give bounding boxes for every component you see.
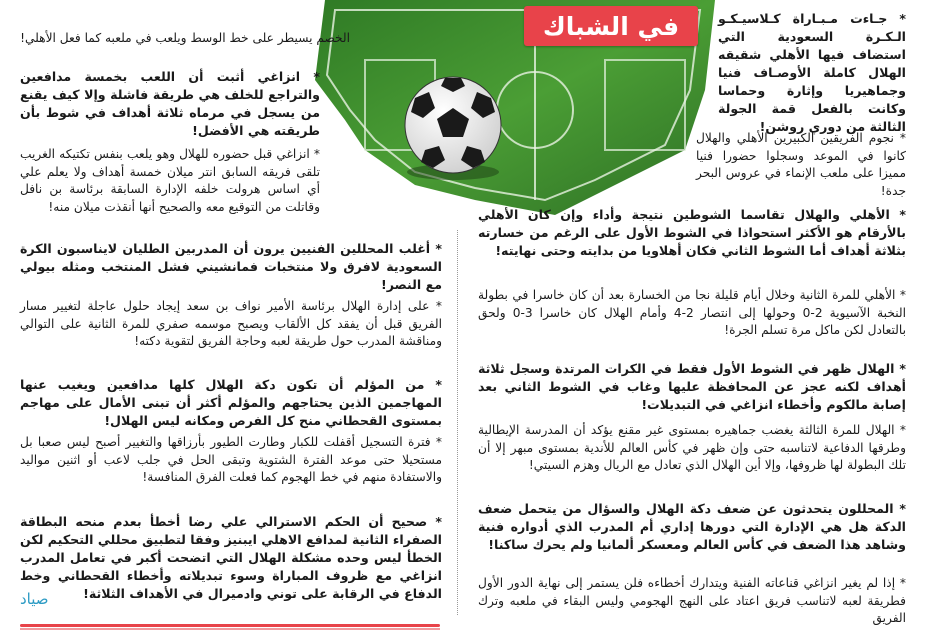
right-paragraph-7: * المحللون يتحدثون عن ضعف دكة الهلال والسؤال من يتحمل ضعف الدكة هل هي الإدارة التي دورها إداري أم المدرب الذي أدواره فنية وشاهد هذا الضعف في كأس العالم ومعسكر ألمانيا ولم يحرك ساكنا!	[478, 501, 906, 552]
left-paragraph-5: * على إدارة الهلال برئاسة الأمير نواف بن سعد إيجاد حلول عاجلة لتغيير مسار الفريق قبل أن يفقد كل الألقاب ويصبح موسمه صفري للمرة الثانية على التوالي ومناقشة المدرب حول طريقة لعبه وحاجة الفريق لتقوية دكته!	[20, 299, 442, 348]
left-paragraph-2: * انزاغي أثبت أن اللعب بخمسة مدافعين والتراجع للخلف هي طريقة فاشلة وإلا كيف يقنع من يسجل في مرماه ثلاثة أهداف في شوط بأن طريقته هي الأفضل!	[20, 69, 320, 138]
right-paragraph-3: * الأهلي والهلال تقاسما الشوطين نتيجة وأداء وإن كان الأهلي بالأرقام هو الأكثر استحواذا في الشوط الأول على الرغم من خسارته بثلاثة أهداف أما الشوط الثاني فكان أهلاويا من بدايته وحتى نهايته!	[478, 207, 906, 258]
right-paragraph-5: * الهلال ظهر في الشوط الأول فقط في الكرات المرتدة وسجل ثلاثة أهداف لكنه عجز عن المحافظة عليها وغاب في الشوط الثاني بعد إصابة مالكوم وأخطاء انزاغي في التبديلات!	[478, 361, 906, 412]
left-paragraph-8: * صحيح أن الحكم الاسترالي علي رضا أخطأ بعدم منحه البطاقة الصفراء الثانية لمدافع الاهلي ايبنيز وفقا لتطبيق محللي التحكيم لكن الخطأ ليس وحده مشكلة الهلال التي اتضحت أكبر في تعامل المدرب انزاغي مع ظروف المباراة وسوء تبديلاته وأخطاء القحطاني وخط الدفاع في الرقابة على توني وادميرال في الأهداف الثلاثة!	[20, 514, 442, 601]
bottom-accent-bar-light	[20, 628, 440, 630]
left-paragraph-4: * أغلب المحللين الفنيين يرون أن المدربين الطليان لايناسبون الكرة السعودية لافرق ولا منتخبات فمانشيني فشل المنتخب ومثله بيولي مع النصر!	[20, 241, 442, 292]
section-title-banner	[524, 6, 698, 46]
left-paragraph-3: * انزاغي قبل حضوره للهلال وهو يلعب بنفس تكتيكه الغريب تلقى فريقه السابق انتر ميلان خمسة أهداف ولا يعلم علي أي اساس هرولت خلفه الإدارة السابقة برئاسة بن نافل وقاتلت من التوقيع معه والصحيح أنها أنقذت ميلان منه!	[20, 147, 320, 214]
left-paragraph-6: * من المؤلم أن تكون دكة الهلال كلها مدافعين ويغيب عنها المهاجمين الذين يحتاجهم والمؤلم أكثر أن تبنى الأمال على مهاجم بمستوى القحطاني منح كل الفرص ومكانه ليس الهلال!	[20, 377, 442, 428]
section-title: في الشباك	[542, 11, 680, 41]
bottom-accent-bar	[20, 624, 440, 627]
right-paragraph-4: * الأهلي للمرة الثانية وخلال أيام قليلة نجا من الخسارة بعد أن كان خاسرا في بطولة النخبة الآسيوية 2-0 وحولها إلى انتصار 2-4 وأمام الهلال كان خاسرا 3-0 ولحق بالتعادل لكن ماكل مرة تسلم الجرة!	[478, 288, 906, 337]
right-paragraph-2: * نجوم الفريقين الكبيرين الأهلي والهلال كانوا في الموعد وسجلوا حضورا فنيا مميزا على ملعب الإنماء في عروس البحر جدة!	[696, 131, 906, 198]
author-signature: صياد	[20, 590, 49, 608]
column-divider	[457, 230, 459, 615]
right-paragraph-8: * إذا لم يغير انزاغي قناعاته الفنية ويتدارك أخطاءه فلن يستمر إلى نهاية الدور الأول فطريقة لعبه لاتناسب فريق اعتاد على النهج الهجومي وليس البقاء في ملعبه وترك الفريق	[478, 576, 906, 625]
left-paragraph-7: * فترة التسجيل أقفلت للكبار وطارت الطيور بأرزاقها والتغيير أصبح ليس صعبا بل مستحيلا حتى موعد الفترة الشتوية وتبقى الحل في جلب لاعب أو اثنين مواليد والاستفادة منهم في خط الهجوم كما فعلت الفرق المنافسة!	[20, 435, 442, 484]
right-paragraph-1: * جـاءت مـبـاراة كـلاسيـكـو الـكـرة السعودية التي استضاف فيها الأهلي شقيقه الهلال كاملة الأوصـاف فنيا وجماهيريا وإثارة وحماسا وكانت بالفعل قمة الجولة الثالثة من دوري روشن!	[718, 11, 906, 134]
left-paragraph-1: الخصم يسيطر على خط الوسط ويلعب في ملعبه كما فعل الأهلي!	[20, 31, 350, 45]
right-paragraph-6: * الهلال للمرة الثالثة يغضب جماهيره بمستوى غير مقنع يؤكد أن المدرسة الإيطالية وطرقها الدفاعية لاتناسبه حتى وإن ظهر في كأس العالم للأندية بمستوى مبهر إلا أن تلك البطولة لها ظروفها، وإلا أين الهلال الذي تعادل مع الريال وهزم السيتي!	[478, 423, 906, 472]
